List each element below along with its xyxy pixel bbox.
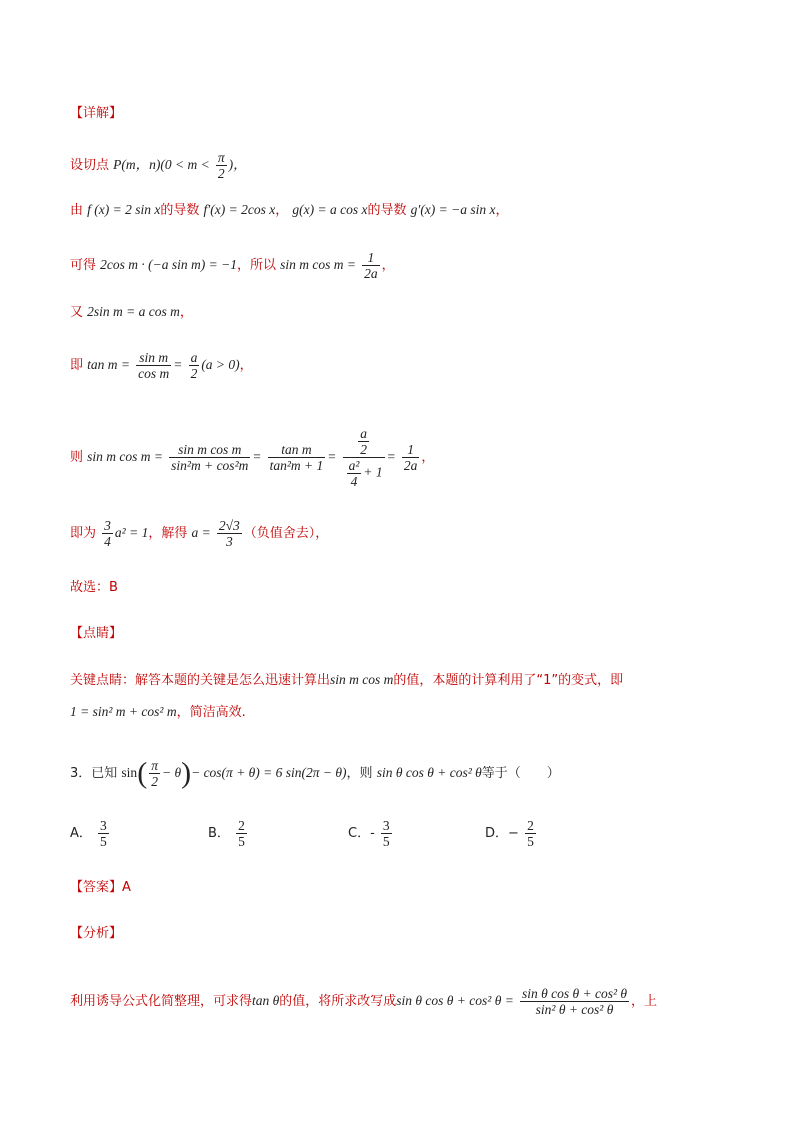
fraction-analysis: $\frac{\text{sin θ cos θ + cos² θ}}{\text{sin² θ + cos² θ}}$ bbox=[521, 986, 628, 1017]
math: )， bbox=[228, 157, 247, 172]
fraction-tan-over-tan2: $\frac{\text{tan m}}{\text{tan²m + 1}}$ bbox=[269, 442, 324, 473]
fraction-pi-over-2: $\frac{\pi}{2}$ bbox=[217, 150, 225, 181]
fraction-1-over-2a: $\frac{1}{2a}$ bbox=[364, 250, 378, 281]
analysis-line: 利用诱导公式化简整理，可求得tan θ的值，将所求改写成sin θ cos θ + cos² θ = $\frac{\text{sin θ cos θ + cos² θ}}{\text{sin² θ + cos² θ}}$ ，上 bbox=[70, 986, 658, 1017]
fraction-sin-over-cos: $\frac{\text{sin m}}{\text{cos m}}$ bbox=[138, 350, 170, 381]
fraction-compound: $\frac{a}{2}$ $\frac{\text{a²}}{4}$ + 1 bbox=[343, 426, 385, 489]
fraction-sincos-over-sum: $\frac{\text{sin m cos m}}{\text{sin²m + cos²m}}$ bbox=[171, 442, 249, 473]
chosen-answer: 故选：B bbox=[70, 580, 118, 595]
option-a[interactable]: A． $\frac{3}{5}$ bbox=[70, 818, 107, 849]
option-b[interactable]: B． $\frac{2}{5}$ bbox=[208, 818, 245, 849]
question-3: 3．已知 sin( $\frac{\pi}{2}$ − θ)− cos(π + θ) = 6 sin(2π − θ)，则 sin θ cos θ + cos² θ等于（ ） bbox=[70, 756, 560, 790]
solve-line: 即为 $\frac{3}{4}$ a² = 1，解得 a = $\frac{2√3}{3}$ （负值舍去）， bbox=[70, 518, 329, 549]
fraction-3-over-4: $\frac{3}{4}$ bbox=[104, 518, 111, 549]
tan-line: 即 tan m = $\frac{\text{sin m}}{\text{cos m}}$ = $\frac{a}{2}$ (a > 0)， bbox=[70, 350, 253, 381]
option-c[interactable]: C．- $\frac{3}{5}$ bbox=[348, 818, 390, 849]
math: P(m，n)(0 < m < bbox=[113, 157, 210, 172]
comment-line-2: 1 = sin² m + cos² m，简洁高效. bbox=[70, 704, 246, 720]
computation-line: 则 sin m cos m = $\frac{\text{sin m cos m}}{\text{sin²m + cos²m}}$ = $\frac{\text{tan m}}{\text{tan²m + 1}}$ = $\frac{a}{2}$ $\frac{\text{a²}}{4}$ + 1 = $\frac{1}{2a}$ ， bbox=[70, 426, 435, 489]
section-comment-heading: 【点睛】 bbox=[70, 626, 123, 641]
tangent-point-line bbox=[70, 150, 247, 181]
text: 设切点 bbox=[70, 158, 110, 173]
section-detail-heading: 【详解】 bbox=[70, 106, 123, 121]
product-line: 可得 2cos m · (−a sin m) = −1，所以 sin m cos m = $\frac{1}{2a}$ ， bbox=[70, 250, 395, 281]
answer-line: 【答案】A bbox=[70, 880, 131, 895]
fraction-2sqrt3-over-3: $\frac{2√3}{3}$ bbox=[218, 518, 240, 549]
fraction-a-over-2: $\frac{a}{2}$ bbox=[190, 350, 198, 381]
fraction-1-over-2a: $\frac{1}{2a}$ bbox=[403, 442, 418, 473]
relation-line: 又 2sin m = a cos m， bbox=[70, 304, 193, 320]
comment-line-1: 关键点睛：解答本题的关键是怎么迅速计算出sin m cos m的值，本题的计算利用了“1”的变式，即 bbox=[70, 672, 624, 688]
fraction-pi-over-2: $\frac{\pi}{2}$ bbox=[151, 758, 158, 789]
section-analysis-heading: 【分析】 bbox=[70, 926, 123, 941]
derivative-line: 由 f (x) = 2 sin x的导数 f′(x) = 2cos x， g(x) = a cos x的导数 g′(x) = −a sin x， bbox=[70, 202, 509, 218]
option-d[interactable]: D．− $\frac{2}{5}$ bbox=[485, 818, 534, 849]
